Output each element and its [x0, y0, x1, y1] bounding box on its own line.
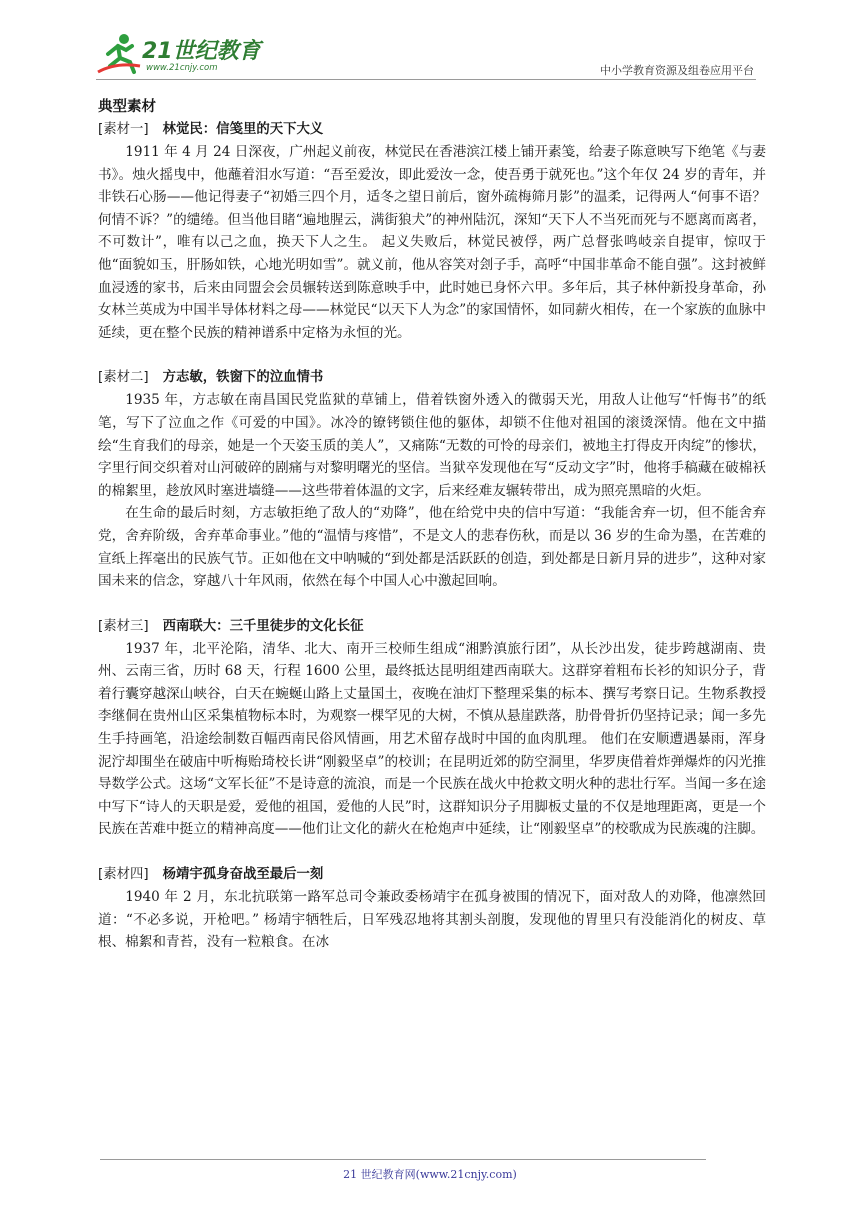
logo-text: 21世纪教育 [142, 39, 261, 64]
material-2-name: 方志敏，铁窗下的泣血情书 [162, 370, 324, 386]
site-logo[interactable] [96, 32, 266, 78]
header-divider [96, 79, 756, 80]
material-4-tag: [素材四] [98, 867, 149, 883]
material-1-title [98, 118, 766, 141]
footer-link[interactable]: 21 世纪教育网(www.21cnjy.com) [343, 1168, 517, 1181]
material-4-title [98, 863, 766, 886]
material-4-name: 杨靖宇孤身奋战至最后一刻 [162, 867, 324, 883]
header-platform-text: 中小学教育资源及组卷应用平台 [600, 64, 754, 77]
page-header [96, 28, 756, 80]
material-1-tag: [素材一] [98, 122, 149, 137]
material-1-name: 林觉民：信笺里的天下大义 [162, 122, 324, 137]
material-2-tag: [素材二] [98, 370, 149, 386]
material-3-paragraph-1: 1937 年，北平沦陷，清华、北大、南开三校师生组成“湘黔滇旅行团”，从长沙出发，徒步跨越湖南、贵州、云南三省，历时 68 天，行程 1600 公里，最终抵达昆明组建西南联大。这群穿着粗布长衫的知识分子，背着行囊穿越深山峡谷，白天在蜿蜒山路上丈量国土，夜晚在油灯下整理采集的标本、撰写考察日记。生物系教授李继侗在贵州山区采集植物标本时，为观察一棵罕见的大树，不慎从悬崖跌落，肋骨骨折仍坚持记录；闻一多先生手持画笔，沿途绘制数百幅西南民俗风情画，用艺术留存战时中国的血肉肌理。 他们在安顺遭遇暴雨，浑身泥泞却围坐在破庙中听梅贻琦校长讲“刚毅坚卓”的校训；在昆明近郊的防空洞里，华罗庚借着炸弹爆炸的闪光推导数学公式。这场“文军长征”不是诗意的流浪，而是一个民族在战火中抢救文明火种的悲壮行军。当闻一多在途中写下“诗人的天职是爱，爱他的祖国，爱他的人民”时，这群知识分子用脚板丈量的不仅是地理距离，更是一个民族在苦难中挺立的精神高度——他们让文化的薪火在枪炮声中延续，让“刚毅坚卓”的校歌成为民族魂的注脚。 [98, 640, 766, 838]
logo-url: www.21cnjy.com [146, 63, 218, 73]
footer-divider [100, 1159, 706, 1160]
section-heading: 典型素材 [98, 99, 156, 115]
document-body [98, 96, 766, 954]
runner-icon [96, 32, 142, 76]
material-2-paragraph-1: 1935 年，方志敏在南昌国民党监狱的草铺上，借着铁窗外透入的微弱天光，用敌人让他写“忏悔书”的纸笔，写下了泣血之作《可爱的中国》。冰冷的镣铐锁住他的躯体，却锁不住他对祖国的滚烫深情。他在文中描绘“生育我们的母亲，她是一个天姿玉质的美人”，又痛陈“无数的可怜的母亲们，被地主打得皮开肉绽”的惨状，字里行间交织着对山河破碎的剧痛与对黎明曙光的坚信。当狱卒发现他在写“反动文字”时，他将手稿藏在破棉袄的棉絮里，趁放风时塞进墙缝——这些带着体温的文字，后来经难友辗转带出，成为照亮黑暗的火炬。 [98, 392, 766, 499]
material-3-name: 西南联大：三千里徒步的文化长征 [162, 618, 364, 634]
section-gap [98, 841, 766, 863]
material-1-paragraph-1: 1911 年 4 月 24 日深夜，广州起义前夜，林觉民在香港滨江楼上铺开素笺，给妻子陈意映写下绝笔《与妻书》。烛火摇曳中，他蘸着泪水写道：“吾至爱汝，即此爱汝一念，使吾勇于就死也。”这个年仅 24 岁的青年，并非铁石心肠——他记得妻子“初婚三四个月，适冬之望日前后，窗外疏梅筛月影”的温柔，记得两人“何事不语？何情不诉？”的缱绻。但当他目睹“遍地腥云，满街狼犬”的神州陆沉，深知“天下人不当死而死与不愿离而离者，不可数计”，唯有以己之血，换天下人之生。 起义失败后，林觉民被俘，两广总督张鸣岐亲自提审，惊叹于他“面貌如玉，肝肠如铁，心地光明如雪”。就义前，他从容笑对刽子手，高呼“中国非革命不能自强”。这封被鲜血浸透的家书，后来由同盟会会员辗转送到陈意映手中，此时她已身怀六甲。多年后，其子林仲新投身革命，孙女林兰英成为中国半导体材料之母——林觉民“以天下人为念”的家国情怀，如同薪火相传，在一个家族的血脉中延续，更在整个民族的精神谱系中定格为永恒的光。 [98, 144, 766, 341]
section-gap [98, 344, 766, 366]
material-2-paragraph-2: 在生命的最后时刻，方志敏拒绝了敌人的“劝降”，他在给党中央的信中写道：“我能舍弃一切，但不能舍弃党，舍弃阶级，舍弃革命事业。”他的“温情与疼惜”，不是文人的悲春伤秋，而是以 36 岁的生命为墨，在苦难的宣纸上挥毫出的民族气节。正如他在文中呐喊的“到处都是活跃跃的创造，到处都是日新月异的进步”，这种对家国未来的信念，穿越八十年风雨，依然在每个中国人心中激起回响。 [98, 505, 766, 590]
material-3-tag: [素材三] [98, 618, 149, 634]
material-4-paragraph-1: 1940 年 2 月，东北抗联第一路军总司令兼政委杨靖宇在孤身被围的情况下，面对敌人的劝降，他凛然回道：“不必多说，开枪吧。” 杨靖宇牺牲后，日军残忍地将其割头剖腹，发现他的胃里只有没能消化的树皮、草根、棉絮和青苔，没有一粒粮食。在冰 [98, 889, 766, 951]
section-gap [98, 593, 766, 615]
material-3-title [98, 615, 766, 638]
material-2-title [98, 366, 766, 389]
